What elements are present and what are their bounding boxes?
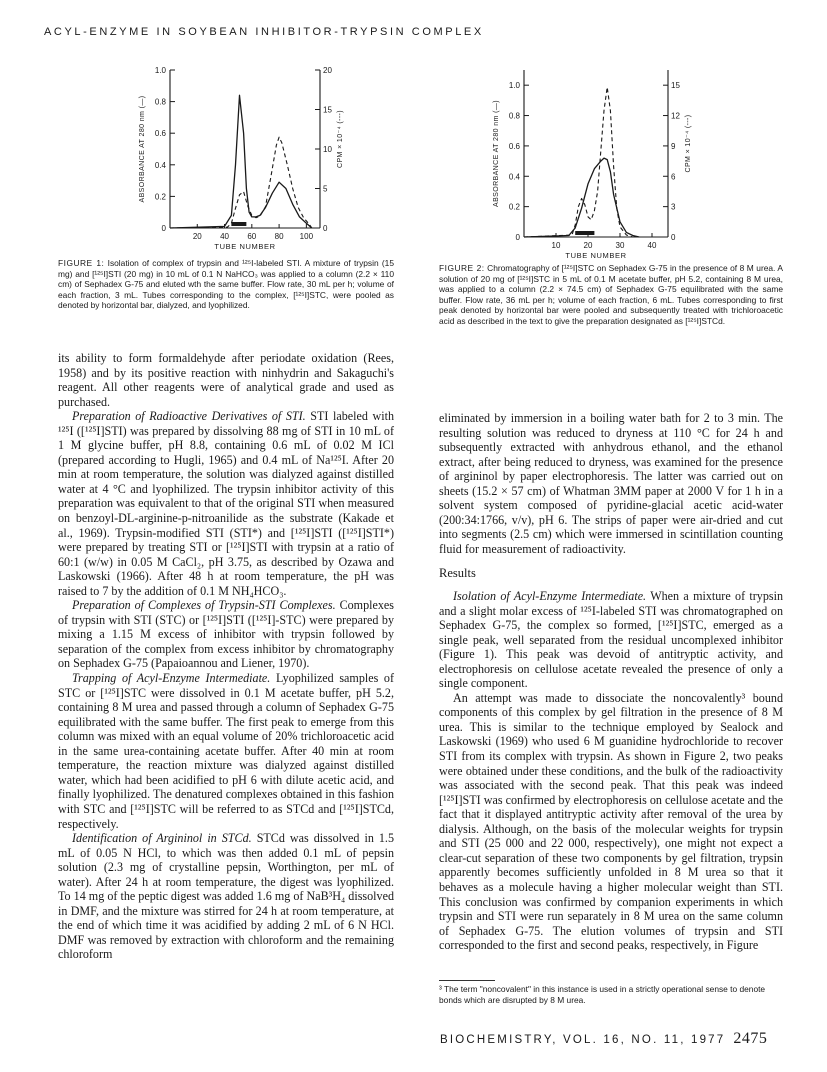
y-left-tick-label: 0.6 xyxy=(154,129,166,139)
page-footer xyxy=(440,1030,767,1048)
paragraph-title: Preparation of Complexes of Trypsin-STI Complexes. xyxy=(72,598,336,613)
paragraph-body: STCd was dissolved in 1.5 mL of 0.05 N HCl, to which was then added 0.1 mL of pepsin solution (2.3 mg of crystalline pepsin, Worthington, per mL of water). After 24 h at room temperature, the digest was lyophilized. To 14 mg of the peptic digest was added 1.6 mg of NaB³H₄ dissolved in DMF, and the mixture was stirred for 24 h at room temperature, at the end of which time it was acidified by adding 2 mL of 6 N HCl. DMF was removed by extraction with chloroform and the remaining chloroform xyxy=(58,831,395,962)
y-right-tick-label: 0 xyxy=(323,224,328,233)
y-left-tick-label: 0.6 xyxy=(508,141,520,151)
figure-1-caption xyxy=(58,258,394,311)
figure-1-caption-label: FIGURE 1: xyxy=(58,258,105,268)
y-left-tick-label: 0 xyxy=(161,224,166,233)
x-tick-label: 20 xyxy=(583,241,593,250)
y-right-tick-label: 6 xyxy=(671,172,676,182)
figure-2-chart xyxy=(480,60,740,270)
y-right-axis-label: CPM × 10⁻⁴ (---) xyxy=(337,109,344,169)
figure-2-caption xyxy=(439,263,783,327)
y-right-tick-label: 3 xyxy=(671,202,676,212)
y-left-tick-label: 0.2 xyxy=(508,202,520,212)
y-right-tick-label: 5 xyxy=(323,184,328,194)
y-right-tick-label: 9 xyxy=(671,141,676,151)
x-tick-label: 40 xyxy=(220,232,229,241)
absorbance-series-line xyxy=(170,95,312,228)
footnote: ³ The term "noncovalent" in this instance is used in a strictly operational sense to denote bonds which are disrupted by 8 M urea. xyxy=(439,984,766,1005)
pooled-fraction-bar xyxy=(231,222,246,226)
y-right-tick-label: 15 xyxy=(671,81,680,91)
paragraph-body: When a mixture of trypsin and a slight molar excess of ¹²⁵I-labeled STI was chromatographed on Sephadex G-75, the complex so formed, [¹²⁵I]STC, emerged as a single peak, well separated from the residual uncomplexed inhibitor (Figure 1). This peak was devoid of antitryptic activity, and electrophoresis on cellulose acetate revealed the presence of only a single component. xyxy=(439,589,784,691)
x-tick-label: 40 xyxy=(647,241,657,250)
figure-1-caption-text: Isolation of complex of trypsin and ¹²⁵I-labeled STI. A mixture of trypsin (15 mg) and [¹²⁵I]STI (20 mg) in 10 mL of 0.1 N NaHCO₃ was applied to a column (2.2 × 110 cm) of Sephadex G-75 and eluted wth the same buffer. Flow rate, 30 mL per h; volume of each fraction, 3 mL. Tubes corresponding to the complex, [¹²⁵I]STC, were pooled as denoted by horizontal bar, dialyzed, and lyophilized. xyxy=(58,258,394,311)
paragraph xyxy=(439,589,783,691)
y-right-tick-label: 20 xyxy=(323,66,332,75)
figure-2 xyxy=(480,60,740,275)
y-right-tick-label: 10 xyxy=(323,145,332,154)
figure-2-caption-text: Chromatography of [¹²⁵I]STC on Sephadex G-75 in the presence of 8 M urea. A solution of 20 mg of [¹²⁵I]STC in 5 mL of 0.1 M acetate buffer, pH 5.2, containing 8 M urea, was applied to a column (2.2 × 74.5 cm) of Sephadex G-75 equilibrated with the same buffer. Flow rate, 36 mL per h; volume of each fraction, 6 mL. Tubes corresponding to first peak denoted by horizontal bar were pooled and subsequently treated with trichloroacetic acid as described in the text to give the preparation designated as [¹²⁵I]STCd. xyxy=(439,263,784,326)
figure-1 xyxy=(118,60,368,255)
y-right-tick-label: 15 xyxy=(323,105,332,115)
x-tick-label: 20 xyxy=(192,232,202,241)
y-left-axis-label: ABSORBANCE AT 280 nm (—) xyxy=(493,100,500,207)
paragraph-body: STI labeled with ¹²⁵I ([¹²⁵I]STI) was prepared by dissolving 88 mg of STI in 10 mL of 1 M glycine buffer, pH 8.8, containing 0.6 mL of 0.02 M ICl (prepared according to Hugli, 1965) and 0.4 mL of Na¹²⁵I. After 20 min at room temperature, the solution was dialyzed against distilled water at 4 °C and lyophilized. The trypsin inhibitor activity of this preparation was equivalent to that of the original STI when measured on benzoyl-DL-arginine-p-nitroanilide as the substrate (Kakade et al., 1969). Trypsin-modified STI (STI*) and [¹²⁵I]STI ([¹²⁵I]STI*) were prepared by treating STI or [¹²⁵I]STI with trypsin at a ratio of 60:1 (w/w) in 0.05 M CaCl₂, pH 3.75, as described by Ozawa and Laskowski (1966). After 48 h at room temperature, the pH was raised to 7 by the addition of 0.1 M NH₄HCO₃. xyxy=(58,409,394,598)
figure-1-chart xyxy=(118,60,368,250)
paragraph: eliminated by immersion in a boiling water bath for 2 to 3 min. The resulting solution was reduced to dryness at 110 °C for 24 h and subsequently extracted with anhydrous ethanol, and the ethanol extract, after being reduced to dryness, was examined for the presence of argininol by paper electrophoresis. The latter was carried out on sheets (15.2 × 57 cm) of Whatman 3MM paper at 2000 V for 1 h in a solvent system composed of pyridine-glacial acetic acid-water (200:34:1766, v/v), pH 6. The strips of paper were air-dried and cut into segments (2.5 cm) which were immersed in scintillation counting fluid for measurement of radioactivity. xyxy=(439,411,783,556)
absorbance-series-line xyxy=(524,158,639,237)
x-tick-label: 30 xyxy=(615,241,625,250)
journal-citation: BIOCHEMISTRY, VOL. 16, NO. 11, 1977 xyxy=(440,1034,726,1046)
paragraph-title: Isolation of Acyl-Enzyme Intermediate. xyxy=(453,589,647,604)
x-axis-label: TUBE NUMBER xyxy=(214,242,276,251)
x-tick-label: 10 xyxy=(551,241,561,250)
radioactivity-series-line xyxy=(524,87,633,237)
section-heading: Results xyxy=(439,566,476,581)
footnote-rule xyxy=(439,980,495,981)
y-left-tick-label: 0.8 xyxy=(154,97,166,107)
pooled-fraction-bar xyxy=(575,231,594,235)
x-tick-label: 100 xyxy=(299,232,314,241)
paragraph xyxy=(58,671,394,831)
y-right-tick-label: 0 xyxy=(671,233,676,242)
paragraph xyxy=(58,409,394,598)
paragraph-title: Trapping of Acyl-Enzyme Intermediate. xyxy=(72,671,271,686)
paragraph-title: Preparation of Radioactive Derivatives of STI. xyxy=(72,409,306,424)
y-left-tick-label: 0.2 xyxy=(154,192,166,202)
y-left-tick-label: 1.0 xyxy=(154,66,166,75)
x-axis-label: TUBE NUMBER xyxy=(565,251,627,260)
y-right-axis-label: CPM × 10⁻⁴ (---) xyxy=(685,114,692,173)
paragraph xyxy=(58,831,394,962)
paragraph xyxy=(58,598,394,671)
y-left-tick-label: 0.8 xyxy=(508,111,520,121)
y-left-tick-label: 0.4 xyxy=(154,160,166,170)
page-number: 2475 xyxy=(733,1030,768,1047)
right-column xyxy=(439,411,783,953)
figure-2-caption-label: FIGURE 2: xyxy=(439,263,485,273)
paragraph-body: Complexes of trypsin with STI (STC) or [¹²⁵I]STI ([¹²⁵I]-STC) were prepared by mixing a 1.15 M excess of inhibitor with trypsin followed by separation of the complex from excess inhibitor by chromatography on Sephadex G-75 (Papaioannou and Liener, 1970). xyxy=(58,598,394,671)
y-left-tick-label: 1.0 xyxy=(508,81,520,91)
left-column xyxy=(58,351,394,962)
x-tick-label: 60 xyxy=(247,232,257,241)
paragraph-title: Identification of Argininol in STCd. xyxy=(72,831,252,846)
radioactivity-series-line xyxy=(170,137,312,228)
x-tick-label: 80 xyxy=(274,232,284,241)
paragraph-body: Lyophilized samples of STC or [¹²⁵I]STC were dissolved in 0.1 M acetate buffer, pH 5.2, containing 8 M urea and passed through a column of Sephadex G-75 equilibrated with the same buffer. The first peak to emerge from this column was mixed with an equal volume of 20% trichloroacetic acid in the same urea-containing acetate buffer. After 40 min at room temperature, the reaction mixture was dialyzed against distilled water, which had been acidified to pH 6 with dilute acetic acid, and finally lyophilized. The denatured complexes obtained in this fashion with STC and [¹²⁵I]STC will be referred to as STCd and [¹²⁵I]STCd, respectively. xyxy=(58,671,394,831)
y-right-tick-label: 12 xyxy=(671,111,680,121)
paragraph: its ability to form formaldehyde after periodate oxidation (Rees, 1958) and by its positive reaction with ninhydrin and Sakaguchi's reagent. All other reagents were of analytical grade and used as purchased. xyxy=(58,351,394,409)
y-left-tick-label: 0 xyxy=(515,233,520,242)
y-left-tick-label: 0.4 xyxy=(508,172,520,182)
y-left-axis-label: ABSORBANCE AT 280 nm (—) xyxy=(139,95,146,203)
running-head: ACYL-ENZYME IN SOYBEAN INHIBITOR-TRYPSIN COMPLEX xyxy=(44,26,484,38)
paragraph: An attempt was made to dissociate the noncovalently³ bound components of this complex by gel filtration in the presence of 8 M urea. This is similar to the technique employed by Sealock and Laskowski (1969) who used 6 M guanidine hydrochloride to recover STI from its complex with trypsin. As shown in Figure 2, two peaks were obtained under these conditions, and the bulk of the radioactivity was associated with the second peak. That this peak was indeed [¹²⁵I]STI was confirmed by electrophoresis on cellulose acetate and the fact that it displayed antitryptic activity after removal of the urea by dialysis. Although, on the basis of the molecular weights for trypsin and STI (25 000 and 22 000, respectively), one might not expect a clear-cut separation of these two components by gel filtration, trypsin apparently becomes sufficiently unfolded in 8 M urea so that it behaves as a molecule having a higher molecular weight than STI. This conclusion was confirmed by companion experiments in which trypsin and STI were run separately in 8 M urea on the same column of Sephadex G-75. The elution volumes of trypsin and STI corresponded to the first and second peaks, respectively, in Figure xyxy=(439,690,783,953)
